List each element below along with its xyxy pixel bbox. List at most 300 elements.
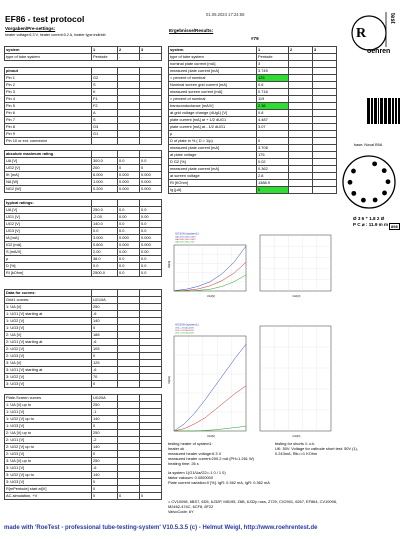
left-cell: Pin 2: [5, 81, 92, 88]
left-cell: Pin 10 or ext. connector: [5, 137, 92, 144]
left-cell: 2: UG3 [V]: [5, 450, 92, 457]
left-cell: 0.000: [118, 234, 140, 241]
left-row: [5, 332, 162, 339]
right-cell: [313, 187, 337, 194]
right-cell: [289, 159, 313, 166]
left-cell: 0.000: [140, 172, 162, 179]
left-cell: 140: [92, 443, 118, 450]
left-cell: 125: [92, 360, 118, 367]
right-cell: Pentode: [257, 54, 289, 61]
left-cell: 0.200: [92, 186, 118, 193]
left-row: [5, 471, 162, 478]
right-cell: 0: [257, 138, 289, 145]
left-cell: [92, 137, 118, 144]
left-cell: [140, 381, 162, 388]
right-cell: 2: [289, 47, 313, 54]
left-cell: 38.0: [92, 255, 118, 262]
dimensions: [353, 216, 388, 228]
left-cell: UA [V]: [5, 158, 92, 165]
left-cell: [140, 374, 162, 381]
x-axis-label: UG1[V]: [292, 295, 301, 298]
left-cell: 140: [92, 415, 118, 422]
left-cell: [140, 471, 162, 478]
right-row: [169, 166, 337, 173]
heater-note: testing heater of system1:: [168, 441, 213, 446]
right-cell: = percent of nominal: [169, 96, 257, 103]
plot-area: [174, 245, 246, 291]
left-cell: 1: UG3 [V]: [5, 422, 92, 429]
left-cell: [118, 415, 140, 422]
left-cell: [118, 102, 140, 109]
left-cell: 0: [92, 492, 118, 499]
right-cell: [313, 159, 337, 166]
right-cell: [313, 89, 337, 96]
left-cell: 1: UA [V] up to: [5, 401, 92, 408]
left-cell: [140, 81, 162, 88]
left-cell: 1: UG2 [V]: [5, 318, 92, 325]
left-row: [5, 464, 162, 471]
equivalents-line: M2462-474C, 6CF8, 6F22: [168, 504, 214, 509]
dimension-line-2: P C ⌀ : 11.9 m m: [353, 222, 389, 227]
right-cell: [289, 96, 313, 103]
left-cell: [118, 422, 140, 429]
legend-entry: UA=188V,UG2=105V: [175, 239, 196, 242]
left-cell: 140: [92, 318, 118, 325]
left-cell: IK [mA]: [5, 172, 92, 179]
left-row: [5, 422, 162, 429]
right-cell: 3.07: [257, 124, 289, 131]
left-cell: F1: [92, 95, 118, 102]
left-cell: [118, 408, 140, 415]
left-cell: G1: [92, 130, 118, 137]
left-cell: [140, 67, 162, 74]
barcode-bar: [372, 98, 373, 124]
left-cell: [118, 478, 140, 485]
left-cell: 0.0: [92, 262, 118, 269]
left-row: [5, 47, 162, 54]
presettings-text: heater voltage:6.3 V, heater current:0.2 A, heater type:indirekt: [5, 33, 106, 37]
left-cell: [118, 339, 140, 346]
right-cell: [313, 96, 337, 103]
left-cell: K: [92, 88, 118, 95]
right-row: [169, 96, 337, 103]
right-cell: 1388.9: [257, 180, 289, 187]
right-cell: [289, 152, 313, 159]
left-row: [5, 394, 162, 401]
left-cell: [118, 130, 140, 137]
left-cell: [140, 318, 162, 325]
left-row: [5, 179, 162, 186]
right-row: [169, 159, 337, 166]
left-cell: [118, 67, 140, 74]
left-cell: 2: UA [V] up to: [5, 429, 92, 436]
left-cell: [140, 130, 162, 137]
left-cell: [118, 116, 140, 123]
legend-entry: UG1=-2V,UA=250V: [175, 330, 195, 333]
left-cell: [140, 88, 162, 95]
left-cell: 2: UG2 [V]: [5, 346, 92, 353]
heater-note: measured heater voltage:6.3 V: [168, 451, 222, 456]
left-row: [5, 443, 162, 450]
left-row: [5, 283, 162, 290]
left-row: [5, 137, 162, 144]
right-row: [169, 89, 337, 96]
left-cell: [118, 151, 140, 158]
left-row: [5, 367, 162, 374]
left-row: [5, 81, 162, 88]
left-cell: [118, 353, 140, 360]
left-row: [5, 61, 162, 68]
left-cell: [140, 123, 162, 130]
left-row: [5, 436, 162, 443]
left-row: [5, 186, 162, 193]
left-row: [5, 130, 162, 137]
left-cell: A: [92, 109, 118, 116]
left-cell: [140, 408, 162, 415]
right-row: [169, 54, 337, 61]
left-row: [5, 269, 162, 276]
left-row: [5, 88, 162, 95]
left-cell: 3.000: [92, 234, 118, 241]
left-cell: [118, 346, 140, 353]
left-cell: 3: UG3 [V]: [5, 381, 92, 388]
left-cell: [140, 290, 162, 297]
right-cell: 119: [257, 96, 289, 103]
left-cell: [140, 478, 162, 485]
barcode-bar: [368, 98, 369, 124]
left-row: [5, 381, 162, 388]
right-row: [169, 61, 337, 68]
left-row: [5, 227, 162, 234]
left-cell: 0: [92, 450, 118, 457]
right-cell: [289, 166, 313, 173]
left-cell: Data for curves:: [5, 290, 92, 297]
left-cell: 0.0: [140, 206, 162, 213]
left-cell: NG2 [W]: [5, 186, 92, 193]
plot-area: [260, 235, 331, 291]
svg-text:oehren: oehren: [367, 48, 391, 55]
left-cell: 0.000: [140, 241, 162, 248]
dimension-line-1: Ø 3 6 ⁺ 1.8 2 Ø: [353, 216, 385, 221]
left-cell: 2: UG1 [V]: [5, 436, 92, 443]
left-cell: G3: [92, 123, 118, 130]
right-cell: [313, 54, 337, 61]
left-cell: [140, 457, 162, 464]
right-cell: [289, 82, 313, 89]
left-cell: [140, 443, 162, 450]
chart-title: UG2/IA (system1): [175, 322, 199, 327]
left-row: [5, 360, 162, 367]
left-cell: [118, 464, 140, 471]
left-cell: [118, 457, 140, 464]
left-cell: [118, 429, 140, 436]
left-cell: [92, 67, 118, 74]
left-cell: -2.00: [92, 213, 118, 220]
right-cell: [313, 173, 337, 180]
left-row: [5, 95, 162, 102]
left-cell: [118, 297, 140, 304]
left-row: [5, 158, 162, 165]
page-title: EF86 - test protocol: [5, 14, 85, 24]
left-cell: 0.00: [140, 213, 162, 220]
left-cell: UG1/IA: [92, 297, 118, 304]
left-cell: typical ratings:: [5, 199, 92, 206]
left-cell: 1: UG1 [V]: [5, 408, 92, 415]
right-cell: measured plate current [mA]: [169, 68, 257, 75]
chart-ug2-ia: [168, 322, 249, 439]
socket-pin: [361, 198, 366, 203]
right-cell: 125: [257, 75, 289, 82]
left-row: [5, 206, 162, 213]
right-cell: [313, 180, 337, 187]
legend-entry: UA=125V,UG2=70V: [175, 241, 195, 244]
left-cell: [118, 443, 140, 450]
left-cell: R[mPentode] start at[V]: [5, 485, 92, 492]
right-cell: 175: [257, 152, 289, 159]
left-cell: [118, 318, 140, 325]
socket-pin: [351, 169, 356, 174]
left-row: [5, 123, 162, 130]
plot-area: [260, 326, 331, 431]
left-cell: -: [118, 54, 140, 61]
left-cell: [92, 151, 118, 158]
left-row: [5, 401, 162, 408]
left-cell: [118, 199, 140, 206]
left-row: [5, 297, 162, 304]
socket-pin: [372, 161, 377, 166]
left-cell: 0.00: [118, 213, 140, 220]
left-cell: [118, 311, 140, 318]
timestamp: 01.05.2024 17:24:58: [206, 12, 245, 17]
left-cell: Pin 4: [5, 95, 92, 102]
left-cell: -6: [92, 311, 118, 318]
socket-pin: [382, 168, 387, 173]
left-row: [5, 450, 162, 457]
left-cell: Grid1 curves:: [5, 297, 92, 304]
right-cell: nominal plate current [mA]: [169, 61, 257, 68]
left-cell: 0: [140, 165, 162, 172]
left-cell: IG2 [mA]: [5, 241, 92, 248]
left-cell: -1: [92, 408, 118, 415]
left-cell: 0.00: [140, 248, 162, 255]
right-cell: 0.716: [257, 89, 289, 96]
left-cell: 1: UG3 [V]: [5, 325, 92, 332]
left-cell: UG2 [V]: [5, 220, 92, 227]
left-cell: [118, 332, 140, 339]
left-row: [5, 311, 162, 318]
left-cell: -2: [92, 436, 118, 443]
left-cell: [118, 436, 140, 443]
right-cell: [313, 152, 337, 159]
right-cell: 1: [257, 47, 289, 54]
right-cell: [313, 75, 337, 82]
left-cell: µ: [5, 255, 92, 262]
measurement-notes: [168, 470, 270, 485]
left-cell: [140, 95, 162, 102]
right-cell: D G2 [%]: [169, 159, 257, 166]
right-cell: D of plate in % ( D = 1/µ): [169, 138, 257, 145]
left-cell: 3: UA [V] up to: [5, 457, 92, 464]
left-cell: [140, 151, 162, 158]
left-cell: 300.0: [92, 158, 118, 165]
right-cell: measured plate current [mA]: [169, 166, 257, 173]
left-cell: D [%]: [5, 262, 92, 269]
barcode: [367, 98, 401, 124]
left-cell: Pin 9: [5, 130, 92, 137]
chart-ug1-ia-empty: [254, 231, 334, 299]
right-cell: 4.487: [257, 117, 289, 124]
left-cell: [118, 137, 140, 144]
left-cell: 0: [92, 325, 118, 332]
right-cell: Ig [µA]: [169, 187, 257, 194]
presettings-heading: Vorgaben/Pre-settings:: [5, 26, 56, 31]
left-cell: 3: UG2 [V] up to: [5, 471, 92, 478]
right-cell: [289, 187, 313, 194]
measurement-note: faktor vakuum: 0.0000000: [168, 475, 213, 480]
left-cell: [118, 485, 140, 492]
right-row: [169, 47, 337, 54]
socket-pin: [351, 191, 356, 196]
left-cell: [140, 339, 162, 346]
right-cell: [313, 124, 337, 131]
left-row: [5, 213, 162, 220]
left-cell: IA [mA]: [5, 234, 92, 241]
left-cell: 0.600: [92, 241, 118, 248]
right-cell: [289, 89, 313, 96]
base-label: base: Noval B9A: [354, 143, 383, 147]
right-cell: [289, 180, 313, 187]
left-row: [5, 290, 162, 297]
left-cell: [118, 374, 140, 381]
right-cell: [289, 131, 313, 138]
left-cell: 0: [92, 478, 118, 485]
left-cell: 0: [118, 492, 140, 499]
left-cell: 0: [118, 165, 140, 172]
left-row: [5, 74, 162, 81]
left-cell: [92, 199, 118, 206]
left-row: [5, 116, 162, 123]
left-row: [5, 408, 162, 415]
left-cell: NA [W]: [5, 179, 92, 186]
right-cell: [289, 54, 313, 61]
right-cell: = percent of nominal: [169, 75, 257, 82]
left-cell: 0.0: [92, 227, 118, 234]
right-cell: [313, 61, 337, 68]
x-axis-label: UG2[V]: [207, 435, 215, 438]
right-row: [169, 145, 337, 152]
right-row: [169, 75, 337, 82]
left-cell: 0: [92, 381, 118, 388]
left-cell: 188: [92, 332, 118, 339]
legend-entry: UA=250V,UG2=140V: [175, 236, 196, 239]
left-cell: [140, 74, 162, 81]
left-cell: type of tube system: [5, 54, 92, 61]
roehrentest-logo: [349, 7, 401, 67]
left-cell: [140, 415, 162, 422]
equivalents-line: ValvoCode: 6Y: [168, 509, 194, 514]
results-table: [168, 46, 337, 194]
socket-pin: [382, 191, 387, 196]
left-row: [5, 109, 162, 116]
left-cell: [140, 429, 162, 436]
left-row: [5, 151, 162, 158]
left-cell: 0: [92, 353, 118, 360]
left-cell: S [mA/V]: [5, 248, 92, 255]
left-row: [5, 248, 162, 255]
left-cell: 0: [92, 485, 118, 492]
left-cell: 2500.0: [92, 269, 118, 276]
right-row: [169, 152, 337, 159]
right-cell: µ: [169, 131, 257, 138]
left-cell: [140, 199, 162, 206]
right-cell: [289, 68, 313, 75]
left-cell: 0.000: [140, 186, 162, 193]
left-cell: Pentode: [92, 54, 118, 61]
left-cell: [118, 381, 140, 388]
left-row: [5, 318, 162, 325]
left-cell: 0.0: [140, 158, 162, 165]
left-cell: -: [140, 54, 162, 61]
y-axis-label: IA[mA]: [168, 376, 171, 384]
left-cell: 0.0: [140, 227, 162, 234]
left-cell: [140, 450, 162, 457]
right-row: [169, 131, 337, 138]
right-cell: 0.6: [257, 82, 289, 89]
left-row: [5, 234, 162, 241]
right-row: [169, 180, 337, 187]
heater-note: heating time: 26 s: [168, 461, 199, 466]
left-cell: 3: UG1 [V] starting at: [5, 367, 92, 374]
right-cell: 3.706: [257, 145, 289, 152]
left-cell: 0.0: [140, 269, 162, 276]
left-cell: 0.0: [140, 220, 162, 227]
right-cell: at grid voltage change (dUg1) [V]: [169, 110, 257, 117]
right-cell: type of tube system: [169, 54, 257, 61]
left-cell: 1: UG2 [V] up to: [5, 415, 92, 422]
left-cell: 3: UA [V]: [5, 360, 92, 367]
equivalents-line: = CV10098, 6BS7, 6D5, 6J32P, M8195, Z6B, 6J32p russ, Z729, CV2901, 6267, EF864, CV10098,: [168, 499, 337, 504]
left-cell: 3: UG2 [V]: [5, 374, 92, 381]
left-row: [5, 102, 162, 109]
chart-title: UG1/IA (system1): [175, 231, 199, 236]
socket-pin: [373, 198, 378, 203]
left-cell: -6: [92, 367, 118, 374]
right-cell: 3: [313, 47, 337, 54]
socket-pin: [348, 180, 353, 185]
left-cell: 2: UG3 [V]: [5, 353, 92, 360]
left-cell: [118, 81, 140, 88]
left-cell: S: [92, 81, 118, 88]
left-cell: 0.0: [118, 262, 140, 269]
right-row: [169, 110, 337, 117]
left-cell: -6: [92, 339, 118, 346]
left-row: [5, 165, 162, 172]
right-cell: plate current [mA] at - 1/2 dUG1: [169, 124, 257, 131]
left-cell: [118, 367, 140, 374]
left-cell: Pin 8: [5, 123, 92, 130]
left-cell: 3: UG1 [V]: [5, 464, 92, 471]
left-cell: [140, 304, 162, 311]
left-cell: [140, 346, 162, 353]
right-cell: Ri [KOhm]: [169, 180, 257, 187]
right-cell: 3: [257, 61, 289, 68]
left-cell: 200: [92, 165, 118, 172]
right-row: [169, 103, 337, 110]
left-cell: 105: [92, 346, 118, 353]
left-cell: Pin 5: [5, 102, 92, 109]
left-cell: 2.00: [92, 248, 118, 255]
right-cell: 0.02: [257, 159, 289, 166]
